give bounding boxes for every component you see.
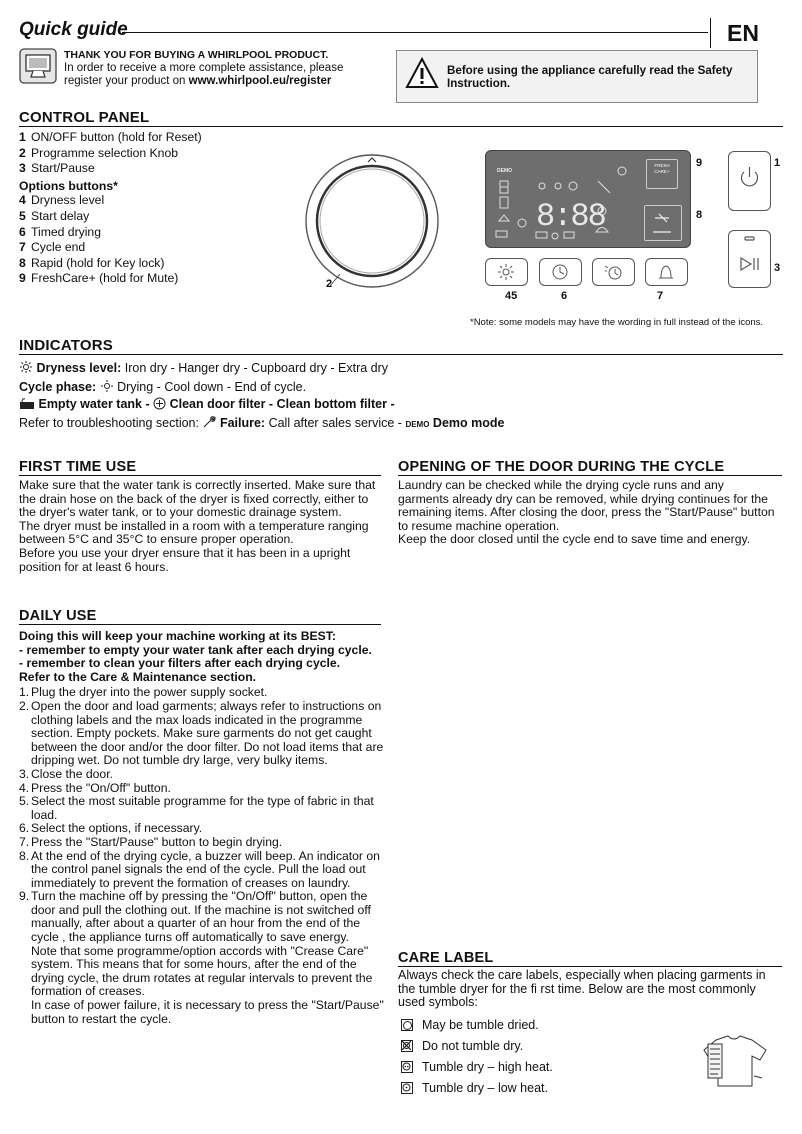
intro-thanks: THANK YOU FOR BUYING A WHIRLPOOL PRODUCT.: [64, 49, 329, 61]
door-opening-rule: [398, 475, 782, 476]
control-panel-rule: [19, 126, 783, 127]
cp-label: Start delay: [31, 208, 90, 223]
tumble-icon: [401, 1019, 413, 1031]
cp-item: [19, 162, 202, 176]
cp-num: 8: [19, 255, 26, 270]
cycle-label: Cycle phase:: [19, 380, 97, 394]
cp-item: [19, 194, 202, 208]
list-item: 2. Open the door and load garments; always refer to instructions on clothing labels and the max loads indicated in the programme section. Empty pockets. Make sure garments do not get caught between the door and/or the door filter. Do not load items that are dripping wet. Do not tumble dry large, very bulky items.: [19, 698, 384, 768]
display-digits: 8:88: [536, 198, 605, 235]
care-label-title: CARE LABEL: [398, 950, 494, 966]
cp-item: [19, 147, 202, 161]
dryness-items: Iron dry - Hanger dry - Cupboard dry - Extra dry: [124, 361, 389, 375]
cp-num: 5: [19, 208, 26, 223]
label-6: 6: [561, 290, 568, 302]
cp-label: FreshCare+ (hold for Mute): [31, 271, 179, 286]
tumble-high-icon: [401, 1061, 413, 1073]
bottom-filter-text: Clean bottom filter -: [276, 397, 395, 411]
list-item: 1. Plug the dryer into the power supply socket.: [19, 685, 268, 700]
tank-text: Empty water tank -: [38, 397, 150, 411]
du-intro1: Doing this will keep your machine working at its BEST:: [19, 629, 336, 643]
timed-drying-button[interactable]: [592, 258, 635, 286]
cp-num: 2: [19, 145, 26, 160]
indicator-dryness-row: [19, 360, 388, 378]
label-9: 9: [696, 157, 703, 169]
safety-text: Before using the appliance carefully read the Safety Instruction.: [447, 64, 733, 90]
ftu-p3: Before you use your dryer ensure that it has been in a upright position for at least 6 hours.: [19, 545, 351, 574]
cp-label: Cycle end: [31, 240, 86, 255]
failure-text: Call after sales service -: [268, 416, 402, 430]
indicator-maintenance-row: [19, 397, 395, 414]
cp-item: [19, 210, 202, 224]
refer-text: Refer to troubleshooting section:: [19, 416, 199, 430]
door-opening-title: OPENING OF THE DOOR DURING THE CYCLE: [398, 459, 725, 475]
control-panel-title: CONTROL PANEL: [19, 109, 150, 126]
monitor-icon: [19, 48, 57, 89]
daily-use-title: DAILY USE: [19, 608, 97, 624]
freshcare-button-graphic: [646, 159, 678, 189]
daily-use-body: [19, 630, 385, 1026]
care-item-tumble-high: [401, 1060, 553, 1074]
list-item: 8. At the end of the drying cycle, a buzzer will beep. An indicator on the control panel signals the end of the cycle. Pull the load out immediately to prevent the formation of creases on laundry.: [19, 848, 380, 890]
freshcare-label: FRESH CARE+: [654, 163, 670, 174]
du-intro4: Refer to the Care & Maintenance section.: [19, 669, 257, 684]
on-off-button[interactable]: [728, 151, 771, 211]
indicators-rule: [19, 354, 783, 355]
label-7: 7: [657, 290, 664, 302]
label-1: 1: [774, 157, 781, 169]
cp-label: Programme selection Knob: [31, 145, 178, 160]
programme-knob-diagram: [300, 154, 445, 294]
cp-label: ON/OFF button (hold for Reset): [31, 130, 202, 144]
door-p1: Laundry can be checked while the drying cycle runs and any garments already dry can be removed, while drying continues for the remaining items. After closing the door, press the "Start/Pause" button to resume machine operation.: [398, 478, 775, 533]
cp-label: Dryness level: [31, 193, 105, 208]
demo-indicator: DEMO: [497, 168, 512, 174]
no-tumble-icon: [401, 1040, 413, 1052]
cp-num: 7: [19, 240, 26, 255]
dryness-label: Dryness level:: [36, 361, 122, 375]
options-title: Options buttons*: [19, 178, 118, 193]
cp-item: [19, 272, 202, 286]
page-title: Quick guide: [19, 19, 128, 40]
cp-num: 9: [19, 271, 26, 286]
control-panel-list: [19, 131, 202, 286]
cycle-items: Drying - Cool down - End of cycle.: [117, 380, 307, 394]
header-divider: [710, 18, 711, 48]
wrench-icon: [202, 415, 216, 433]
start-delay-button[interactable]: [539, 258, 582, 286]
list-item: 3. Close the door.: [19, 766, 113, 781]
door-filter-icon: [153, 397, 166, 414]
cp-item: [19, 131, 202, 145]
cp-num: 3: [19, 161, 26, 176]
care-label-rule: [398, 966, 782, 967]
water-tank-icon: [19, 398, 35, 414]
door-filter-text: Clean door filter -: [169, 397, 274, 411]
ftu-p2: The dryer must be installed in a room with a temperature ranging between 5°C and 35°C to ensure proper operation.: [19, 518, 369, 547]
intro-line3: [64, 75, 343, 88]
demo-mode-text: Demo mode: [432, 416, 505, 430]
cp-num: 4: [19, 193, 26, 208]
care-item-label: May be tumble dried.: [422, 1018, 539, 1032]
cp-num: 1: [19, 130, 26, 144]
intro-line2: In order to receive a more complete assistance, please: [64, 61, 344, 74]
daily-use-steps: [19, 686, 385, 1026]
door-p2: Keep the door closed until the cycle end to save time and energy.: [398, 532, 751, 547]
du-note2: In case of power failure, it is necessary to press the "Start/Pause" button to restart the cycle.: [31, 998, 384, 1026]
warning-icon: [405, 57, 439, 94]
knob-number-label: 2: [326, 278, 333, 290]
care-item-tumble: [401, 1018, 539, 1032]
dryness-level-button[interactable]: [485, 258, 528, 286]
care-item-label: Tumble dry – high heat.: [422, 1060, 553, 1074]
list-item: 9. Turn the machine off by pressing the "On/Off" button, open the door and pull the clothing out. If the machine is not switched off manually, after about a quarter of an hour from the end of the cycle , the appliance turns off automatically to save energy. Note that some programme/option accords with "Crease Care" system. This means that for some hours, after the end of the drying cycle, the drum rotates at regular intervals to prevent the formation of creases. In case of power failure, it is necessary to press the "Start/Pause" button to restart the cycle.: [19, 889, 384, 1026]
label-8: 8: [696, 209, 703, 221]
ftu-p1: Make sure that the water tank is correctly inserted. Make sure that the drain hose on the back of the dryer is fixed correctly, either to the dryer's water tank, or to your domestic drainage system.: [19, 478, 376, 520]
intro-line3-prefix: register your product on: [64, 74, 189, 87]
daily-use-rule: [19, 624, 381, 625]
drying-icon: [100, 379, 114, 397]
first-time-use-title: FIRST TIME USE: [19, 459, 137, 475]
list-item: 7. Press the "Start/Pause" button to begin drying.: [19, 834, 283, 849]
care-item-no-tumble: [401, 1039, 523, 1053]
care-item-label: Do not tumble dry.: [422, 1039, 524, 1053]
display-panel: [485, 150, 691, 248]
label-45: 45: [505, 290, 518, 302]
care-label-intro: Always check the care labels, especially when placing garments in the tumble dryer for the fi rst time. Below are the most commonly used symbols:: [398, 968, 766, 1010]
cp-num: 6: [19, 224, 26, 239]
first-time-use-body: [19, 479, 385, 574]
safety-box: [396, 50, 758, 103]
cycle-end-button[interactable]: [645, 258, 688, 286]
du-intro2: - remember to empty your water tank after each drying cycle.: [19, 642, 372, 657]
failure-label: Failure:: [219, 416, 266, 430]
start-pause-button[interactable]: [728, 230, 771, 288]
intro-text: [64, 49, 343, 87]
tumble-low-icon: [401, 1082, 413, 1094]
cp-label: Start/Pause: [31, 161, 95, 176]
cp-label: Rapid (hold for Key lock): [31, 255, 165, 270]
list-item: 6. Select the options, if necessary.: [19, 821, 203, 836]
header-rule: [122, 32, 708, 33]
door-opening-body: [398, 479, 778, 547]
control-panel-note: *Note: some models may have the wording in full instead of the icons.: [470, 317, 764, 328]
register-link[interactable]: www.whirlpool.eu/register: [188, 74, 332, 87]
du-note1: Note that some programme/option accords with "Crease Care" system. This means that for some hours, after the end of the drying cycle, the drum rotates at regular intervals to prevent the formation of creases.: [31, 943, 373, 999]
first-time-use-rule: [19, 475, 381, 476]
list-item: 5. Select the most suitable programme for the type of fabric in that load.: [19, 794, 374, 822]
cp-item: [19, 257, 202, 271]
label-3: 3: [774, 262, 781, 274]
indicators-title: INDICATORS: [19, 337, 113, 354]
language-code: EN: [727, 20, 759, 46]
care-item-label: Tumble dry – low heat.: [422, 1081, 548, 1095]
cp-label: Timed drying: [31, 224, 101, 239]
cp-item: [19, 226, 202, 240]
indicator-failure-row: [19, 415, 504, 433]
du-intro3: - remember to clean your filters after each drying cycle.: [19, 656, 341, 671]
demo-icon: DEMO: [405, 420, 430, 429]
shirt-care-label-illustration: [694, 1032, 770, 1093]
rapid-button-graphic: [644, 205, 682, 241]
care-item-tumble-low: [401, 1081, 548, 1095]
sun-icon: [19, 360, 33, 378]
list-item: 4. Press the "On/Off" button.: [19, 780, 171, 795]
indicator-cycle-row: [19, 379, 306, 397]
cp-item: [19, 241, 202, 255]
